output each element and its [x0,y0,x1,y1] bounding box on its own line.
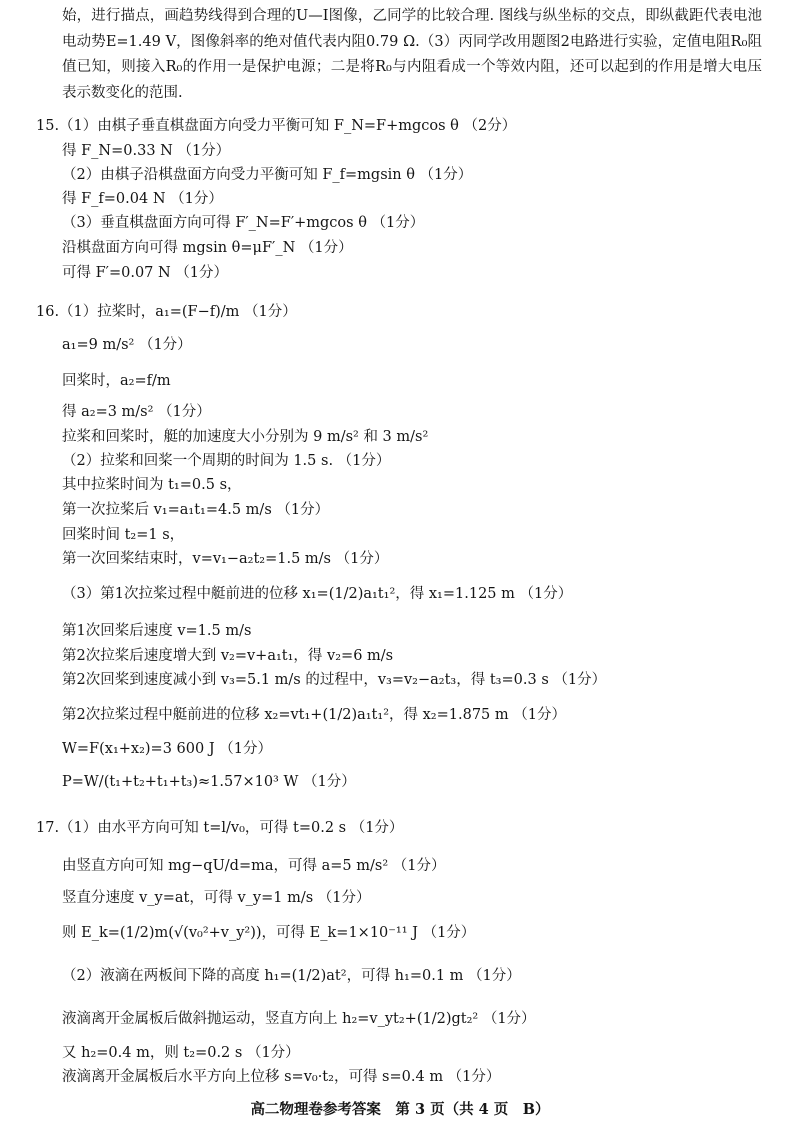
q16-line-17: P=W/(t₁+t₂+t₁+t₃)≈1.57×10³ W （1分） [62,774,356,790]
q16-line-1: 16.（1）拉桨时，a₁=(F−f)/m （1分） [36,304,297,320]
q15-line-4: 得 F_f=0.04 N （1分） [62,191,223,207]
q16-line-6: （2）拉桨和回桨一个周期的时间为 1.5 s. （1分） [62,453,391,469]
q15-line-2: 得 F_N=0.33 N （1分） [62,143,231,159]
q16-line-11: （3）第1次拉桨过程中艇前进的位移 x₁=(1/2)a₁t₁²，得 x₁=1.125 m （1分） [62,586,573,602]
q16-line-16: W=F(x₁+x₂)=3 600 J （1分） [62,741,272,757]
q16-line-14: 第2次回桨到速度减小到 v₃=5.1 m/s 的过程中，v₃=v₂−a₂t₃，得 t₃=0.3 s （1分） [62,672,607,688]
q17-line-1: 17.（1）由水平方向可知 t=l/v₀，可得 t=0.2 s （1分） [36,820,404,836]
q17-line-7: 又 h₂=0.4 m，则 t₂=0.2 s （1分） [62,1045,300,1061]
q17-line-3: 竖直分速度 v_y=at，可得 v_y=1 m/s （1分） [62,890,371,906]
q15-line-7: 可得 F′=0.07 N （1分） [62,265,229,281]
q16-line-4: 得 a₂=3 m/s² （1分） [62,404,211,420]
q16-line-2: a₁=9 m/s² （1分） [62,337,192,353]
q16-line-15: 第2次拉桨过程中艇前进的位移 x₂=vt₁+(1/2)a₁t₁²，得 x₂=1.875 m （1分） [62,707,566,723]
q16-line-3: 回桨时，a₂=f/m [62,373,171,389]
q16-line-8: 第一次拉桨后 v₁=a₁t₁=4.5 m/s （1分） [62,502,330,518]
q16-line-13: 第2次拉桨后速度增大到 v₂=v+a₁t₁，得 v₂=6 m/s [62,648,394,664]
q16-line-9: 回桨时间 t₂=1 s， [62,527,185,543]
q16-line-12: 第1次回桨后速度 v=1.5 m/s [62,623,252,639]
q16-line-10: 第一次回桨结束时，v=v₁−a₂t₂=1.5 m/s （1分） [62,551,389,567]
page-footer: 高二物理卷参考答案 第 3 页（共 4 页 B） [250,1101,550,1118]
intro-paragraph: 始，进行描点，画趋势线得到合理的U—I图像，乙同学的比较合理. 图线与纵坐标的交点，即纵截距代表电池电动势E=1.49 V，图像斜率的绝对值代表内阻0.79 Ω.（3）丙同学改用题图2电路进行实验，定值电阻R₀阻值已知，则接入R₀的作用一是保护电源；二是将R₀与内阻看成一个等效内阻，还可以起到的作用是增大电压表示数变化的范围. [62,8,762,101]
q17-line-4: 则 E_k=(1/2)m(√(v₀²+v_y²))，可得 E_k=1×10⁻¹¹ J （1分） [62,925,476,941]
q15-line-3: （2）由棋子沿棋盘面方向受力平衡可知 F_f=mgsin θ （1分） [62,167,473,183]
q17-line-2: 由竖直方向可知 mg−qU/d=ma，可得 a=5 m/s² （1分） [62,858,446,874]
q17-line-8: 液滴离开金属板后水平方向上位移 s=v₀·t₂，可得 s=0.4 m （1分） [62,1069,501,1085]
q16-line-7: 其中拉桨时间为 t₁=0.5 s， [62,477,242,493]
q17-line-5: （2）液滴在两板间下降的高度 h₁=(1/2)at²，可得 h₁=0.1 m （1分） [62,968,521,984]
q15-line-1: 15.（1）由棋子垂直棋盘面方向受力平衡可知 F_N=F+mgcos θ （2分） [36,118,517,134]
q15-line-6: 沿棋盘面方向可得 mgsin θ=μF′_N （1分） [62,240,353,256]
q17-line-6: 液滴离开金属板后做斜抛运动，竖直方向上 h₂=v_yt₂+(1/2)gt₂² （1分） [62,1011,536,1027]
q15-line-5: （3）垂直棋盘面方向可得 F′_N=F′+mgcos θ （1分） [62,215,425,231]
q16-line-5: 拉桨和回桨时，艇的加速度大小分别为 9 m/s² 和 3 m/s² [62,429,429,445]
